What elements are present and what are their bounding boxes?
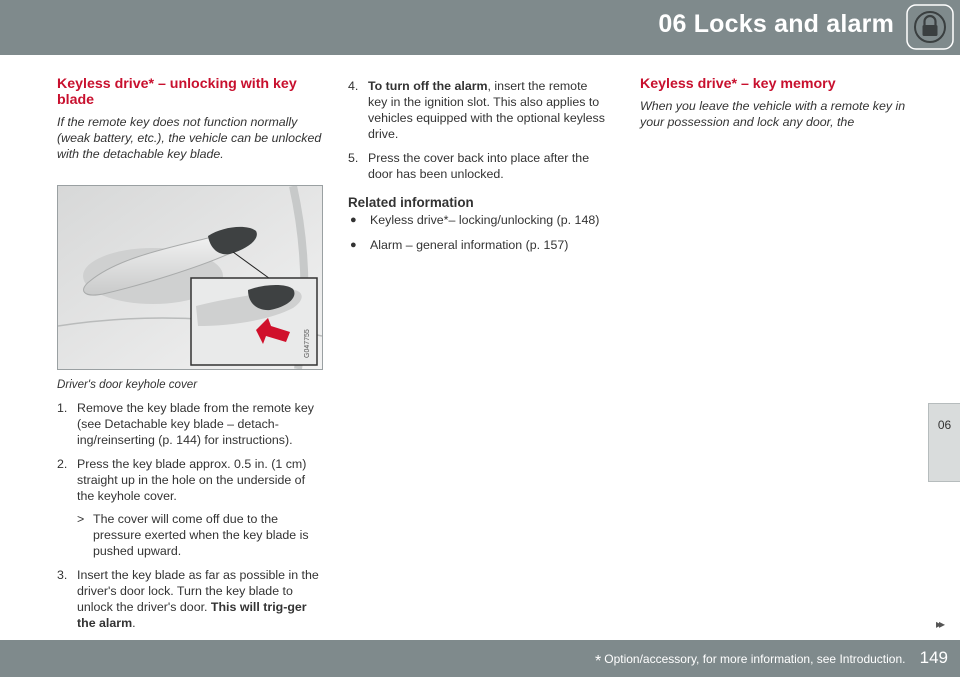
column-3 <box>640 76 910 130</box>
result-text: The cover will come off due to the pressure exerted when the key blade is pushed upward. <box>93 512 309 558</box>
step-text-bold: To turn off the alarm <box>368 79 488 93</box>
step-item <box>57 567 323 631</box>
step-result <box>77 511 323 559</box>
intro-text-unlocking: If the remote key does not function normally (weak battery, etc.), the vehicle can be unlocked with the detachable key blade. <box>57 115 322 161</box>
footnote-text: Option/accessory, for more information, see Introduction. <box>604 652 906 666</box>
step-item <box>348 78 610 142</box>
step-number: 2. <box>57 457 68 471</box>
footnote-star: * <box>595 653 602 670</box>
chapter-tab-label: 06 <box>937 418 952 432</box>
footnote <box>595 652 905 671</box>
steps-list-1 <box>57 400 323 631</box>
step-text: Remove the key blade from the remote key (see Detachable key blade – detach-ing/reinserting (p. 144) for instructions). <box>77 401 314 447</box>
step-text: Press the key blade approx. 0.5 in. (1 cm) straight up in the hole on the underside of the keyhole cover. <box>77 457 307 503</box>
column-2 <box>348 78 610 262</box>
chapter-title: 06 Locks and alarm <box>658 10 894 38</box>
page-number: 149 <box>919 648 948 667</box>
section-heading-unlocking: Keyless drive* – unlocking with key blade <box>57 76 297 108</box>
chapter-tab[interactable] <box>928 403 960 482</box>
step-text: Press the cover back into place after the door has been unlocked. <box>368 151 590 181</box>
lock-icon <box>906 4 954 50</box>
intro-text-key-memory: When you leave the vehicle with a remote key in your possession and lock any door, the <box>640 99 906 129</box>
related-info-heading: Related information <box>348 195 474 210</box>
related-info-list <box>348 212 610 253</box>
related-link-keyless-locking[interactable] <box>348 212 610 228</box>
related-link-text: Keyless drive*– locking/unlocking (p. 148) <box>370 213 600 227</box>
step-text-end: . <box>132 616 136 630</box>
result-marker: > <box>77 512 85 526</box>
page-header <box>0 0 960 55</box>
step-text: Insert the key blade as far as possible in the driver's door lock. Turn the key blade to unlock the driver's door. <box>77 568 319 614</box>
related-link-text: Alarm – general information (p. 157) <box>370 238 569 252</box>
step-number: 5. <box>348 151 359 165</box>
step-number: 1. <box>57 401 68 415</box>
bullet-icon: ● <box>350 239 357 251</box>
section-heading-key-memory: Keyless drive* – key memory <box>640 76 836 92</box>
related-link-alarm-info[interactable] <box>348 237 610 253</box>
bullet-icon: ● <box>350 214 357 226</box>
step-item <box>57 456 323 559</box>
column-1 <box>57 76 323 639</box>
figure-caption: Driver's door keyhole cover <box>57 378 198 391</box>
door-handle-illustration <box>57 185 323 370</box>
next-page-icon[interactable]: ▸▸ <box>935 617 942 631</box>
step-item <box>57 400 323 448</box>
step-number: 3. <box>57 568 68 582</box>
step-number: 4. <box>348 79 359 93</box>
step-text-bold: This will trig-ger the alarm <box>77 600 307 630</box>
figure-code: G047755 <box>304 329 311 358</box>
steps-list-2 <box>348 78 610 182</box>
step-item <box>348 150 610 182</box>
step-text: , insert the remote key in the ignition slot. This also applies to vehicles equipped with the optional keyless drive. <box>368 79 605 141</box>
page-footer <box>0 640 960 677</box>
